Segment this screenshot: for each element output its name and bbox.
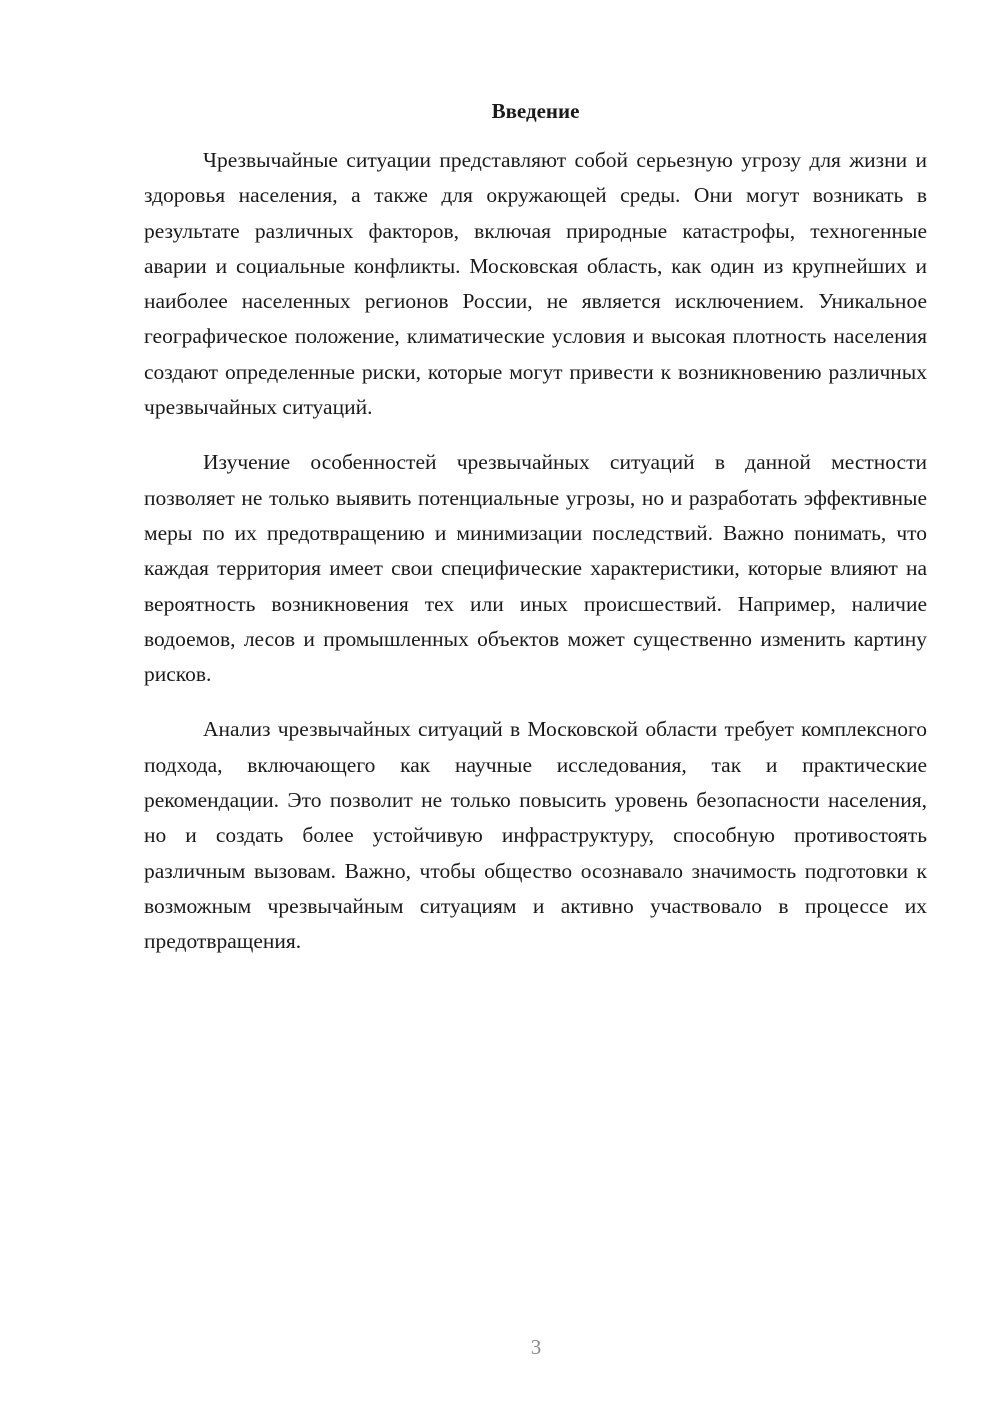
paragraph-intro: Чрезвычайные ситуации представляют собой серьезную угрозу для жизни и здоровья населения, а также для окружающей среды. Они могут возникать в результате различных факторов, включая природные катастрофы, техногенные аварии и социальные конфликты. Московская область, как один из крупнейших и наиболее населенных регионов России, не является исключением. Уникальное географическое положение, климатические условия и высокая плотность населения создают определенные риски, которые могут привести к возникновению различных чрезвычайных ситуаций.	[144, 148, 927, 420]
page-number: 3	[530, 1335, 542, 1359]
paragraph-analysis: Анализ чрезвычайных ситуаций в Московской области требует комплексного подхода, включающего как научные исследования, так и практические рекомендации. Это позволит не только повысить уровень безопасности населения, но и создать более устойчивую инфраструктуру, способную противостоять различным вызовам. Важно, чтобы общество осознавало значимость подготовки к возможным чрезвычайным ситуациям и активно участвовало в процессе их предотвращения.	[144, 717, 927, 954]
document-body	[144, 143, 927, 980]
paragraph-study: Изучение особенностей чрезвычайных ситуаций в данной местности позволяет не только выявить потенциальные угрозы, но и разработать эффективные меры по их предотвращению и минимизации последствий. Важно понимать, что каждая территория имеет свои специфические характеристики, которые влияют на вероятность возникновения тех или иных происшествий. Например, наличие водоемов, лесов и промышленных объектов может существенно изменить картину рисков.	[144, 450, 927, 687]
section-title: Введение	[491, 99, 580, 123]
